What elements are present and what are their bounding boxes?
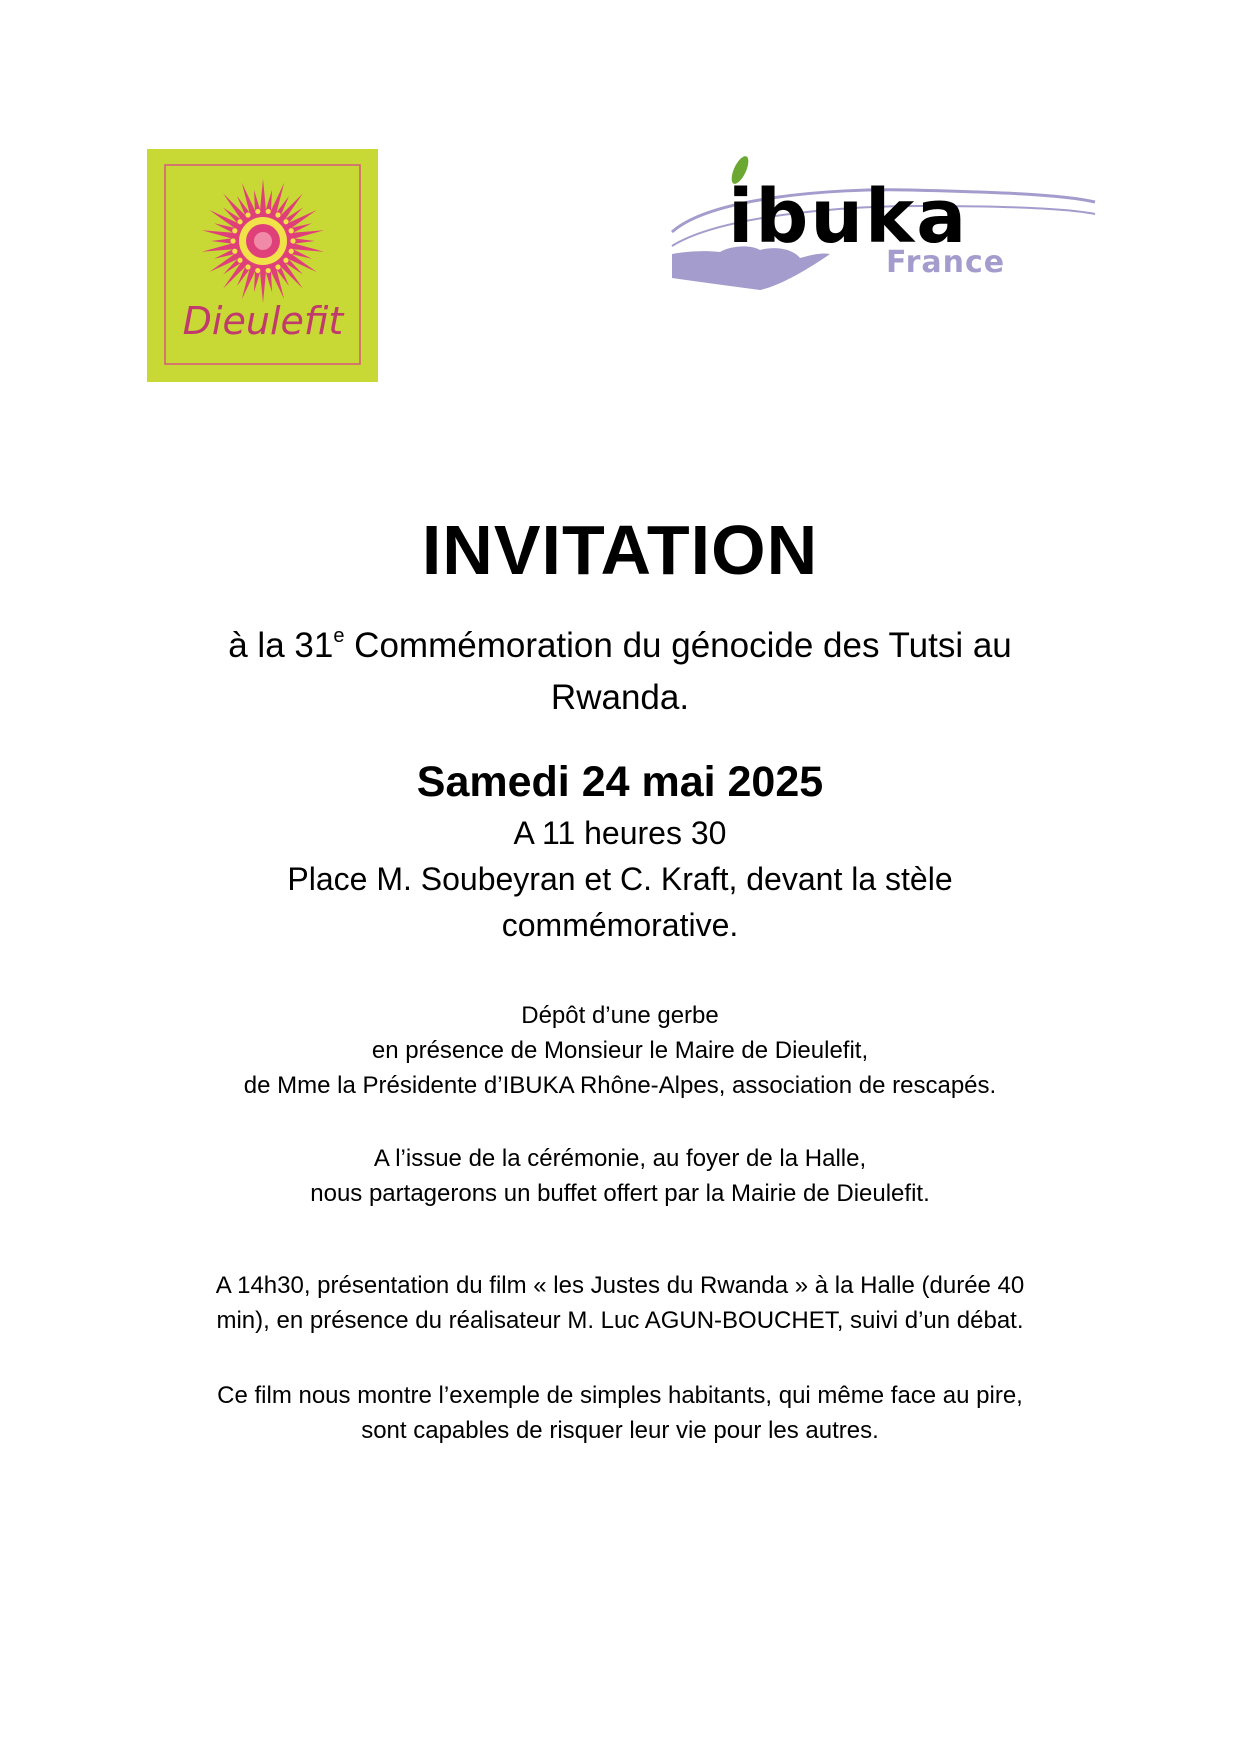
time-and-place xyxy=(0,810,1240,948)
message-line: Ce film nous montre l’exemple de simples habitants, qui même face au pire, xyxy=(217,1382,1023,1409)
flower-dot xyxy=(290,238,295,243)
subtitle-rest: Commémoration du génocide des Tutsi au xyxy=(344,626,1012,665)
flower-dot xyxy=(245,212,250,217)
event-date: Samedi 24 mai 2025 xyxy=(416,758,824,806)
flower-dot xyxy=(289,228,294,233)
buffet-paragraph xyxy=(0,1141,1240,1211)
film-line: min), en présence du réalisateur M. Luc AGUN-BOUCHET, suivi d’un débat. xyxy=(216,1307,1024,1334)
message-paragraph xyxy=(0,1378,1240,1448)
flower-dot xyxy=(283,219,288,224)
flower-dot xyxy=(245,264,250,269)
dieulefit-logo xyxy=(147,149,378,382)
flower-dot xyxy=(232,249,237,254)
flower-dot xyxy=(266,268,271,273)
flower-dot xyxy=(289,249,294,254)
film-line: A 14h30, présentation du film « les Justes du Rwanda » à la Halle (durée 40 xyxy=(215,1272,1025,1299)
subtitle-line-1 xyxy=(0,620,1240,672)
ceremony-line: en présence de Monsieur le Maire de Dieulefit, xyxy=(371,1037,869,1064)
buffet-line: nous partagerons un buffet offert par la Mairie de Dieulefit. xyxy=(310,1180,930,1207)
ordinal-superscript: e xyxy=(333,625,345,647)
place-line-2: commémorative. xyxy=(501,907,739,943)
ceremony-line: Dépôt d’une gerbe xyxy=(521,1002,719,1029)
ibuka-france-text: France xyxy=(886,245,1006,280)
subtitle-prefix: à la 31 xyxy=(228,626,334,665)
ceremony-paragraph xyxy=(0,998,1240,1103)
buffet-line: A l’issue de la cérémonie, au foyer de la Halle, xyxy=(373,1145,867,1172)
flower-dot xyxy=(275,264,280,269)
flower-dot xyxy=(266,209,271,214)
ceremony-line: de Mme la Présidente d’IBUKA Rhône-Alpes, association de rescapés. xyxy=(243,1072,997,1099)
film-paragraph xyxy=(0,1268,1240,1338)
subtitle-line-2: Rwanda. xyxy=(550,678,690,717)
flower-dot xyxy=(237,258,242,263)
commemoration-subtitle xyxy=(0,620,1240,724)
place-line-1: Place M. Soubeyran et C. Kraft, devant la stèle xyxy=(287,861,953,897)
flower-dot xyxy=(232,228,237,233)
flower-dot xyxy=(275,212,280,217)
flower-dot xyxy=(230,238,235,243)
message-line: sont capables de risquer leur vie pour les autres. xyxy=(361,1417,879,1444)
invitation-title: INVITATION xyxy=(421,511,819,589)
flower-dot xyxy=(283,258,288,263)
event-time: A 11 heures 30 xyxy=(513,815,727,851)
ibuka-france-logo xyxy=(670,150,1100,300)
flower-dot xyxy=(255,268,260,273)
flower-dot xyxy=(255,209,260,214)
ibuka-logo-text: ibuka xyxy=(728,174,969,260)
flower-dot xyxy=(237,219,242,224)
dieulefit-logo-text: Dieulefit xyxy=(182,299,344,343)
